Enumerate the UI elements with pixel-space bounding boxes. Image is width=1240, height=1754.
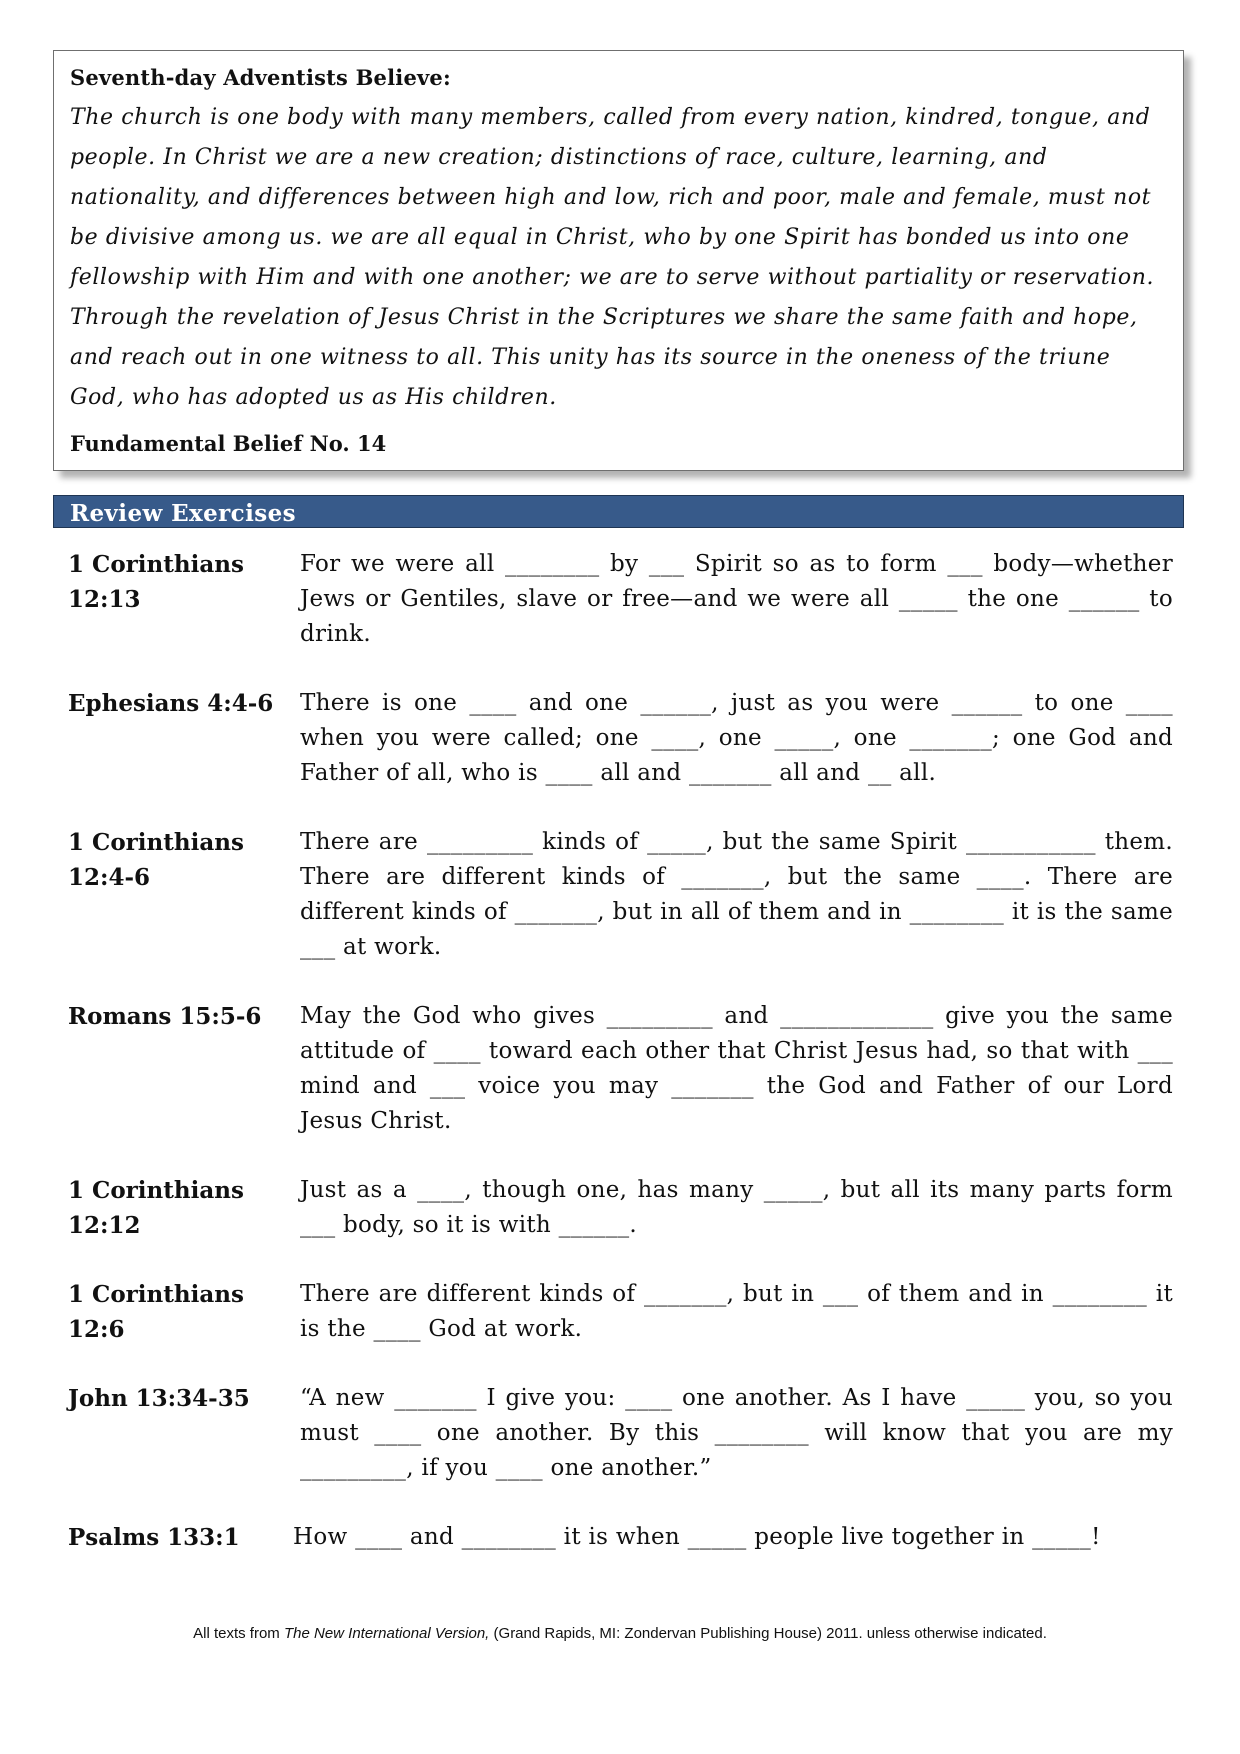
belief-text: The church is one body with many members, called from every nation, kindred, tongue, and people. In Christ we are a new creation; distinctions of race, culture, learning, and nationality, and differences between high and low, rich and poor, male and female, must not be divisive among us. we are all equal in Christ, who by one Spirit has bonded us into one fellowship with Him and with one another; we are to serve without partiality or reservation. Through the revelation of Jesus Christ in the Scriptures we share the same faith and hope, and reach out in one witness to all. This unity has its source in the oneness of the triune God, who has adopted us as His children. xyxy=(70,105,1155,410)
exercise-text: “A new _______ I give you: ____ one another. As I have _____ you, so you must ____ one another. By this ________ will know that you are my _________, if you ____ one another.” xyxy=(300,1385,1173,1481)
belief-source: Fundamental Belief No. 14 xyxy=(70,431,387,456)
exercise-reference: Psalms 133:1 xyxy=(68,1524,240,1551)
review-header-bar xyxy=(53,495,1184,528)
exercise-text: For we were all ________ by ___ Spirit so as to form ___ body—whether Jews or Gentiles, slave or free—and we were all _____ the one ______ to drink. xyxy=(300,551,1173,647)
exercise-text: Just as a ____, though one, has many _____, but all its many parts form ___ body, so it is with ______. xyxy=(300,1177,1173,1238)
exercise-text: There are different kinds of _______, but in ___ of them and in ________ it is the ____ God at work. xyxy=(300,1281,1173,1342)
footer-prefix: All texts from xyxy=(193,1625,284,1642)
belief-box xyxy=(53,50,1184,471)
exercise-reference: John 13:34-35 xyxy=(68,1385,250,1412)
exercise-text: There is one ____ and one ______, just as you were ______ to one ____ when you were called; one ____, one _____, one _______; one God and Father of all, who is ____ all and _______ all and __ all. xyxy=(300,690,1173,786)
belief-heading: Seventh-day Adventists Believe: xyxy=(70,65,451,90)
exercise-reference: 1 Corinthians 12:6 xyxy=(68,1281,244,1343)
exercise-reference: Romans 15:5-6 xyxy=(68,1003,262,1030)
footer-book-title: The New International Version, xyxy=(283,1625,490,1642)
exercise-text: How ____ and ________ it is when _____ people live together in _____! xyxy=(293,1524,1101,1550)
exercise-text: May the God who gives _________ and _____________ give you the same attitude of ____ toward each other that Christ Jesus had, so that with ___ mind and ___ voice you may _______ the God and Father of our Lord Jesus Christ. xyxy=(300,1003,1173,1134)
exercise-reference: 1 Corinthians 12:13 xyxy=(68,551,244,613)
footer-citation xyxy=(0,1625,1240,1642)
exercise-reference: Ephesians 4:4-6 xyxy=(68,690,274,717)
exercise-reference: 1 Corinthians 12:4-6 xyxy=(68,829,244,891)
review-title: Review Exercises xyxy=(70,500,296,527)
exercise-text: There are _________ kinds of _____, but the same Spirit ___________ them. There are different kinds of _______, but the same ____. There are different kinds of _______, but in all of them and in ________ it is the same ___ at work. xyxy=(300,829,1173,960)
footer-suffix: (Grand Rapids, MI: Zondervan Publishing House) 2011. unless otherwise indicated. xyxy=(489,1625,1047,1642)
exercise-reference: 1 Corinthians 12:12 xyxy=(68,1177,244,1239)
